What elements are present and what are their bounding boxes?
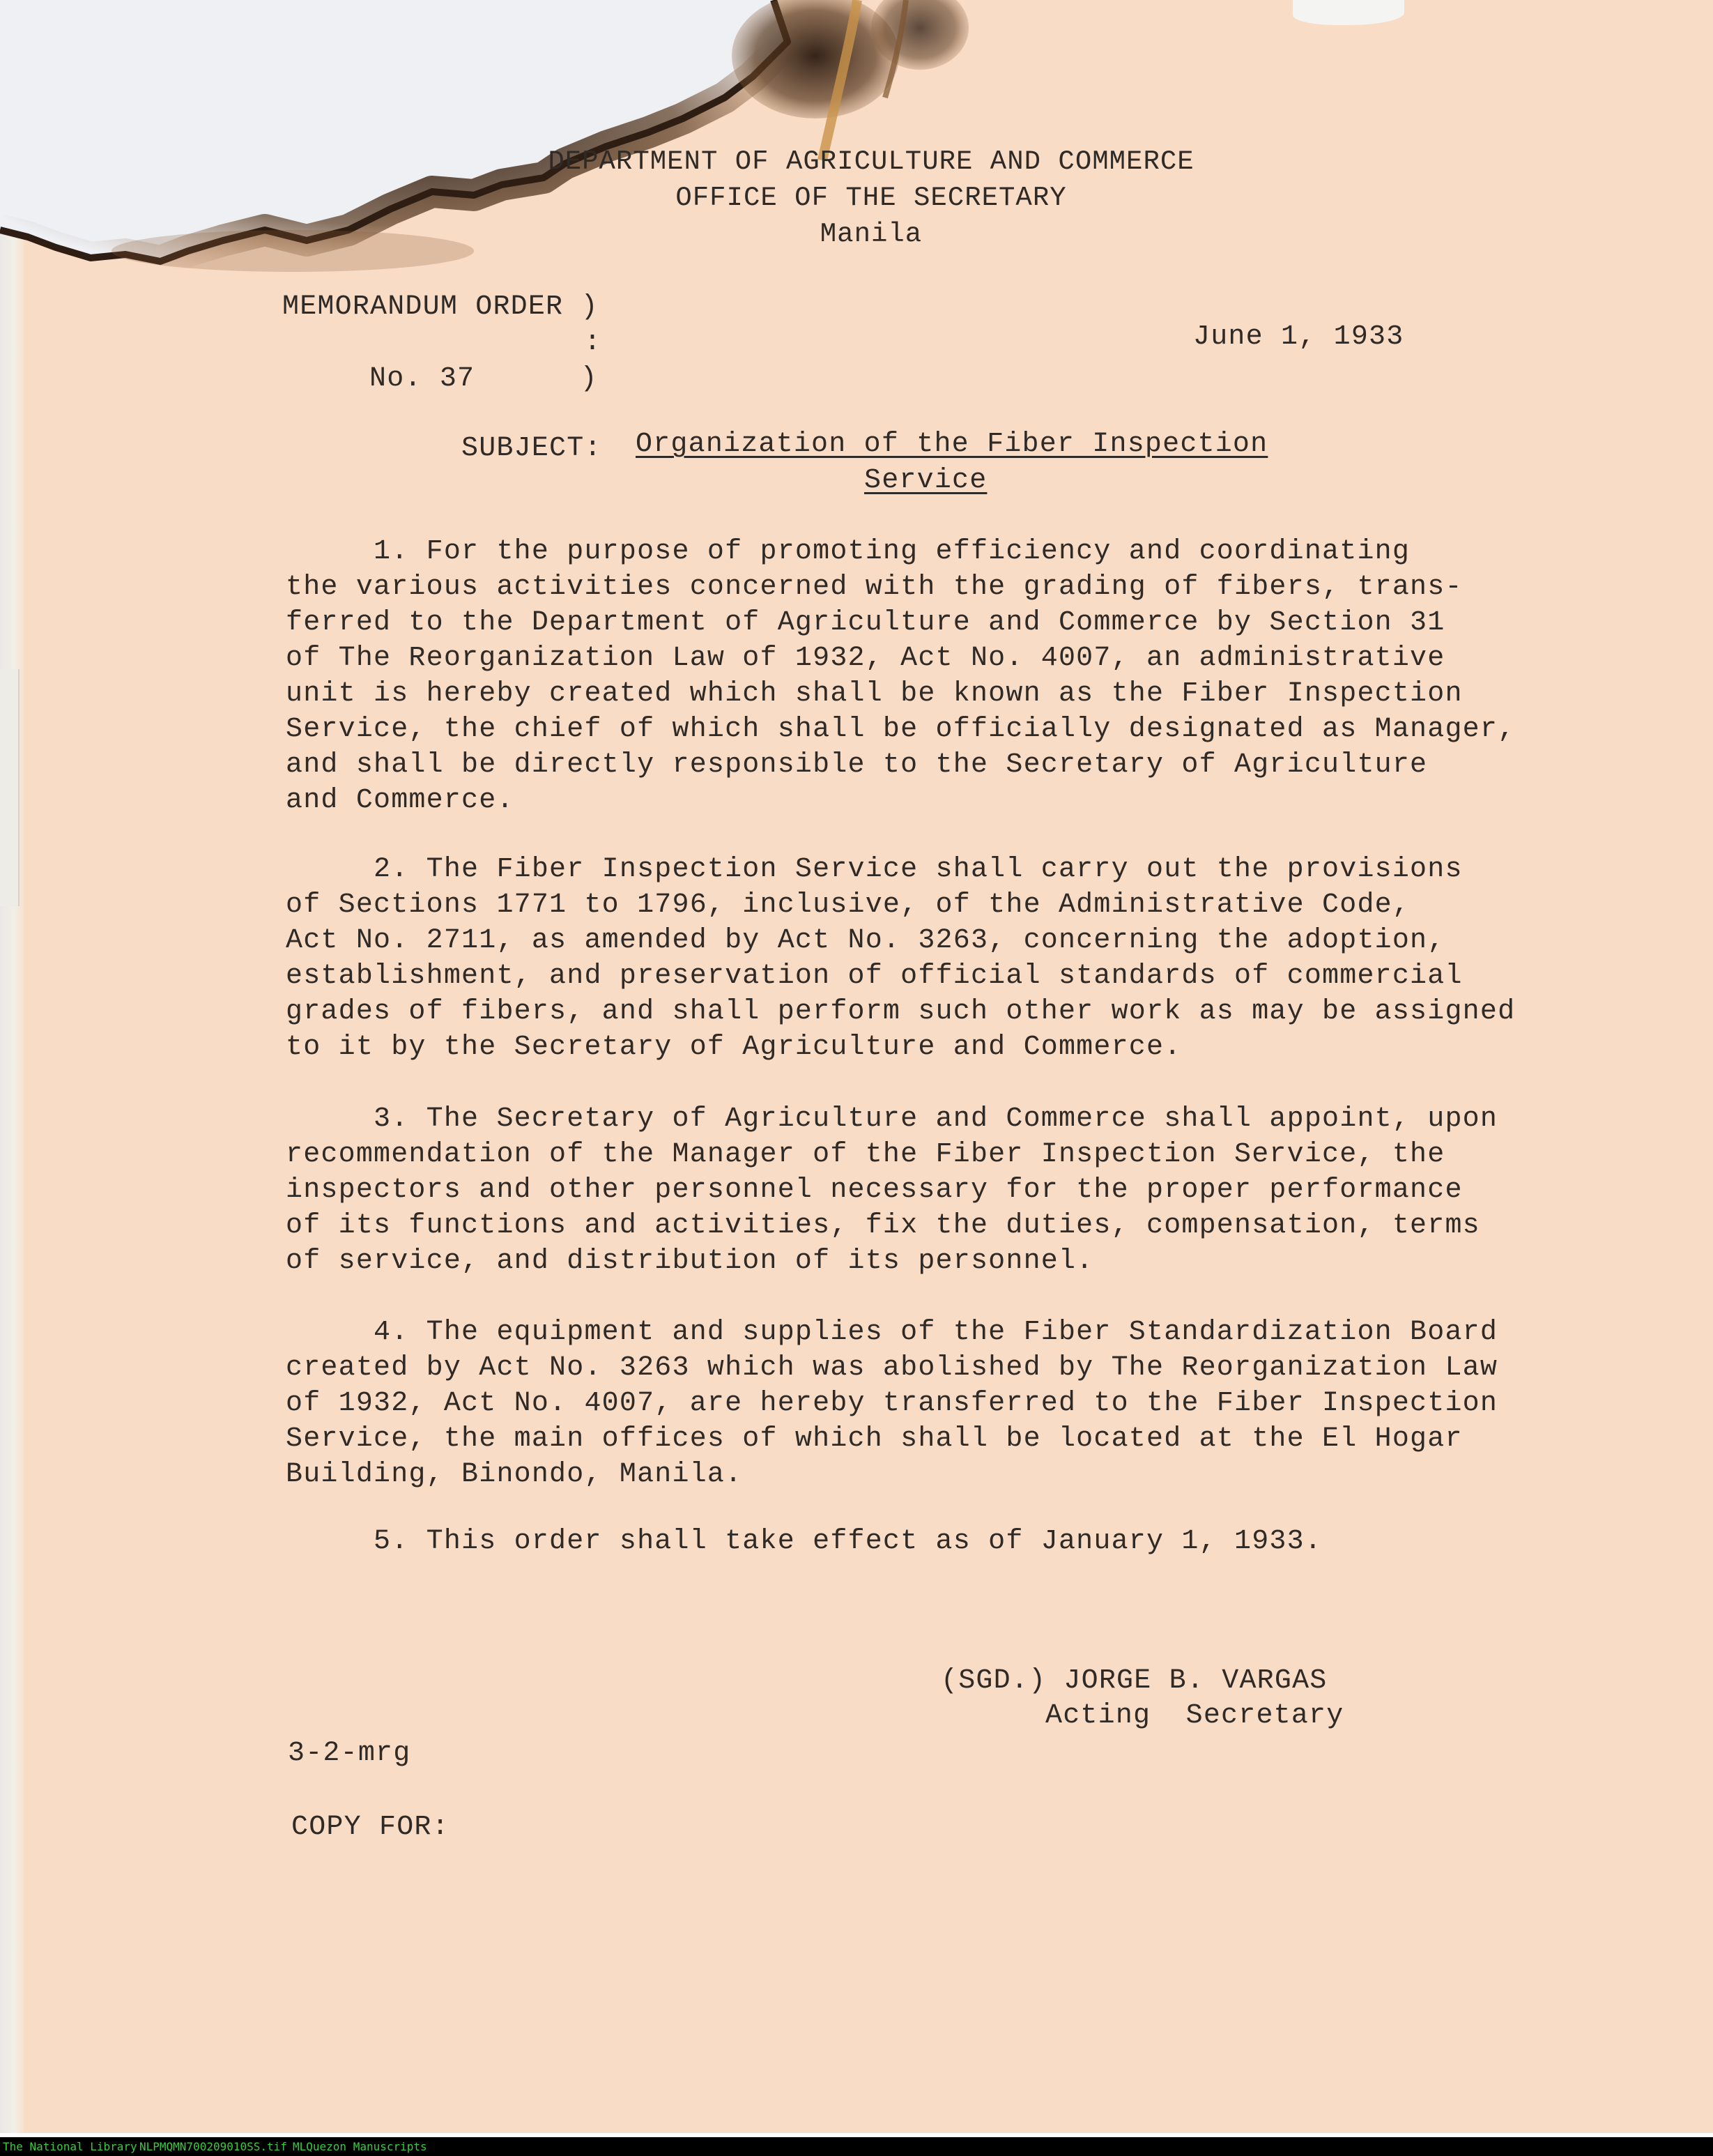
- paragraph-line: 5. This order shall take effect as of January 1, 1933.: [286, 1526, 1323, 1557]
- scan-footer: [0, 2137, 1713, 2156]
- paragraph-line: 4. The equipment and supplies of the Fiber Standardization Board: [286, 1317, 1498, 1348]
- paragraph-5: [286, 1524, 1526, 1559]
- paragraph-line: 2. The Fiber Inspection Service shall carry out the provisions: [286, 854, 1463, 885]
- paragraph-line: recommendation of the Manager of the Fiber Inspection Service, the: [286, 1139, 1445, 1170]
- torn-hole: [1293, 0, 1404, 25]
- reference-initials: 3-2-mrg: [288, 1738, 411, 1769]
- paragraph-line: Act No. 2711, as amended by Act No. 3263, concerning the adoption,: [286, 925, 1445, 956]
- paragraph-line: to it by the Secretary of Agriculture and Commerce.: [286, 1032, 1182, 1063]
- paragraph-line: created by Act No. 3263 which was abolished by The Reorganization Law: [286, 1352, 1498, 1384]
- subject-title-line1: Organization of the Fiber Inspection: [636, 429, 1268, 460]
- paragraph-line: ferred to the Department of Agriculture and Commerce by Section 31: [286, 607, 1445, 639]
- signature-name: (SGD.) JORGE B. VARGAS: [941, 1665, 1328, 1697]
- paragraph-line: Building, Binondo, Manila.: [286, 1459, 743, 1490]
- office-heading: OFFICE OF THE SECRETARY: [675, 183, 1067, 213]
- memo-order-colon: :: [584, 327, 602, 358]
- signature-title: Acting Secretary: [1045, 1700, 1344, 1731]
- memo-order-label: MEMORANDUM ORDER ): [282, 291, 599, 323]
- copy-for-label: COPY FOR:: [291, 1812, 450, 1843]
- paragraph-3: [286, 1101, 1526, 1279]
- paragraph-line: unit is hereby created which shall be known as the Fiber Inspection: [286, 678, 1463, 710]
- department-heading: DEPARTMENT OF AGRICULTURE AND COMMERCE: [548, 146, 1195, 177]
- paragraph-line: Service, the chief of which shall be officially designated as Manager,: [286, 714, 1516, 745]
- paragraph-line: and shall be directly responsible to the Secretary of Agriculture: [286, 749, 1428, 781]
- paragraph-2: [286, 852, 1526, 1065]
- memo-date: June 1, 1933: [1193, 321, 1404, 353]
- paragraph-line: grades of fibers, and shall perform such other work as may be assigned: [286, 996, 1516, 1027]
- paragraph-line: inspectors and other personnel necessary for the proper performance: [286, 1175, 1463, 1206]
- paragraph-line: Service, the main offices of which shall be located at the El Hogar: [286, 1423, 1463, 1455]
- paragraph-line: of 1932, Act No. 4007, are hereby transferred to the Fiber Inspection: [286, 1388, 1498, 1419]
- paragraph-line: of its functions and activities, fix the duties, compensation, terms: [286, 1210, 1480, 1241]
- memo-order-number: No. 37 ): [369, 363, 598, 395]
- paragraph-line: establishment, and preservation of official standards of commercial: [286, 961, 1463, 992]
- city-heading: Manila: [820, 219, 923, 250]
- paragraph-line: and Commerce.: [286, 785, 514, 816]
- footer-filename: NLPMQMN700209010SS.tif: [139, 2140, 287, 2153]
- paragraph-line: 1. For the purpose of promoting efficiency and coordinating: [286, 536, 1411, 567]
- scan-edge-tab: [0, 669, 20, 906]
- subject-title-line2: Service: [864, 465, 988, 496]
- footer-library: The National Library: [3, 2140, 137, 2153]
- paragraph-4: [286, 1315, 1526, 1492]
- paragraph-line: 3. The Secretary of Agriculture and Commerce shall appoint, upon: [286, 1103, 1498, 1135]
- paragraph-line: of Sections 1771 to 1796, inclusive, of the Administrative Code,: [286, 889, 1411, 921]
- scan-left-edge: [0, 0, 24, 2133]
- paragraph-line: of The Reorganization Law of 1932, Act No. 4007, an administrative: [286, 643, 1445, 674]
- paragraph-1: [286, 534, 1526, 818]
- footer-collection: MLQuezon Manuscripts: [293, 2140, 427, 2153]
- paragraph-line: of service, and distribution of its personnel.: [286, 1246, 1094, 1277]
- subject-label: SUBJECT:: [461, 433, 602, 464]
- paragraph-line: the various activities concerned with the grading of fibers, trans-: [286, 572, 1463, 603]
